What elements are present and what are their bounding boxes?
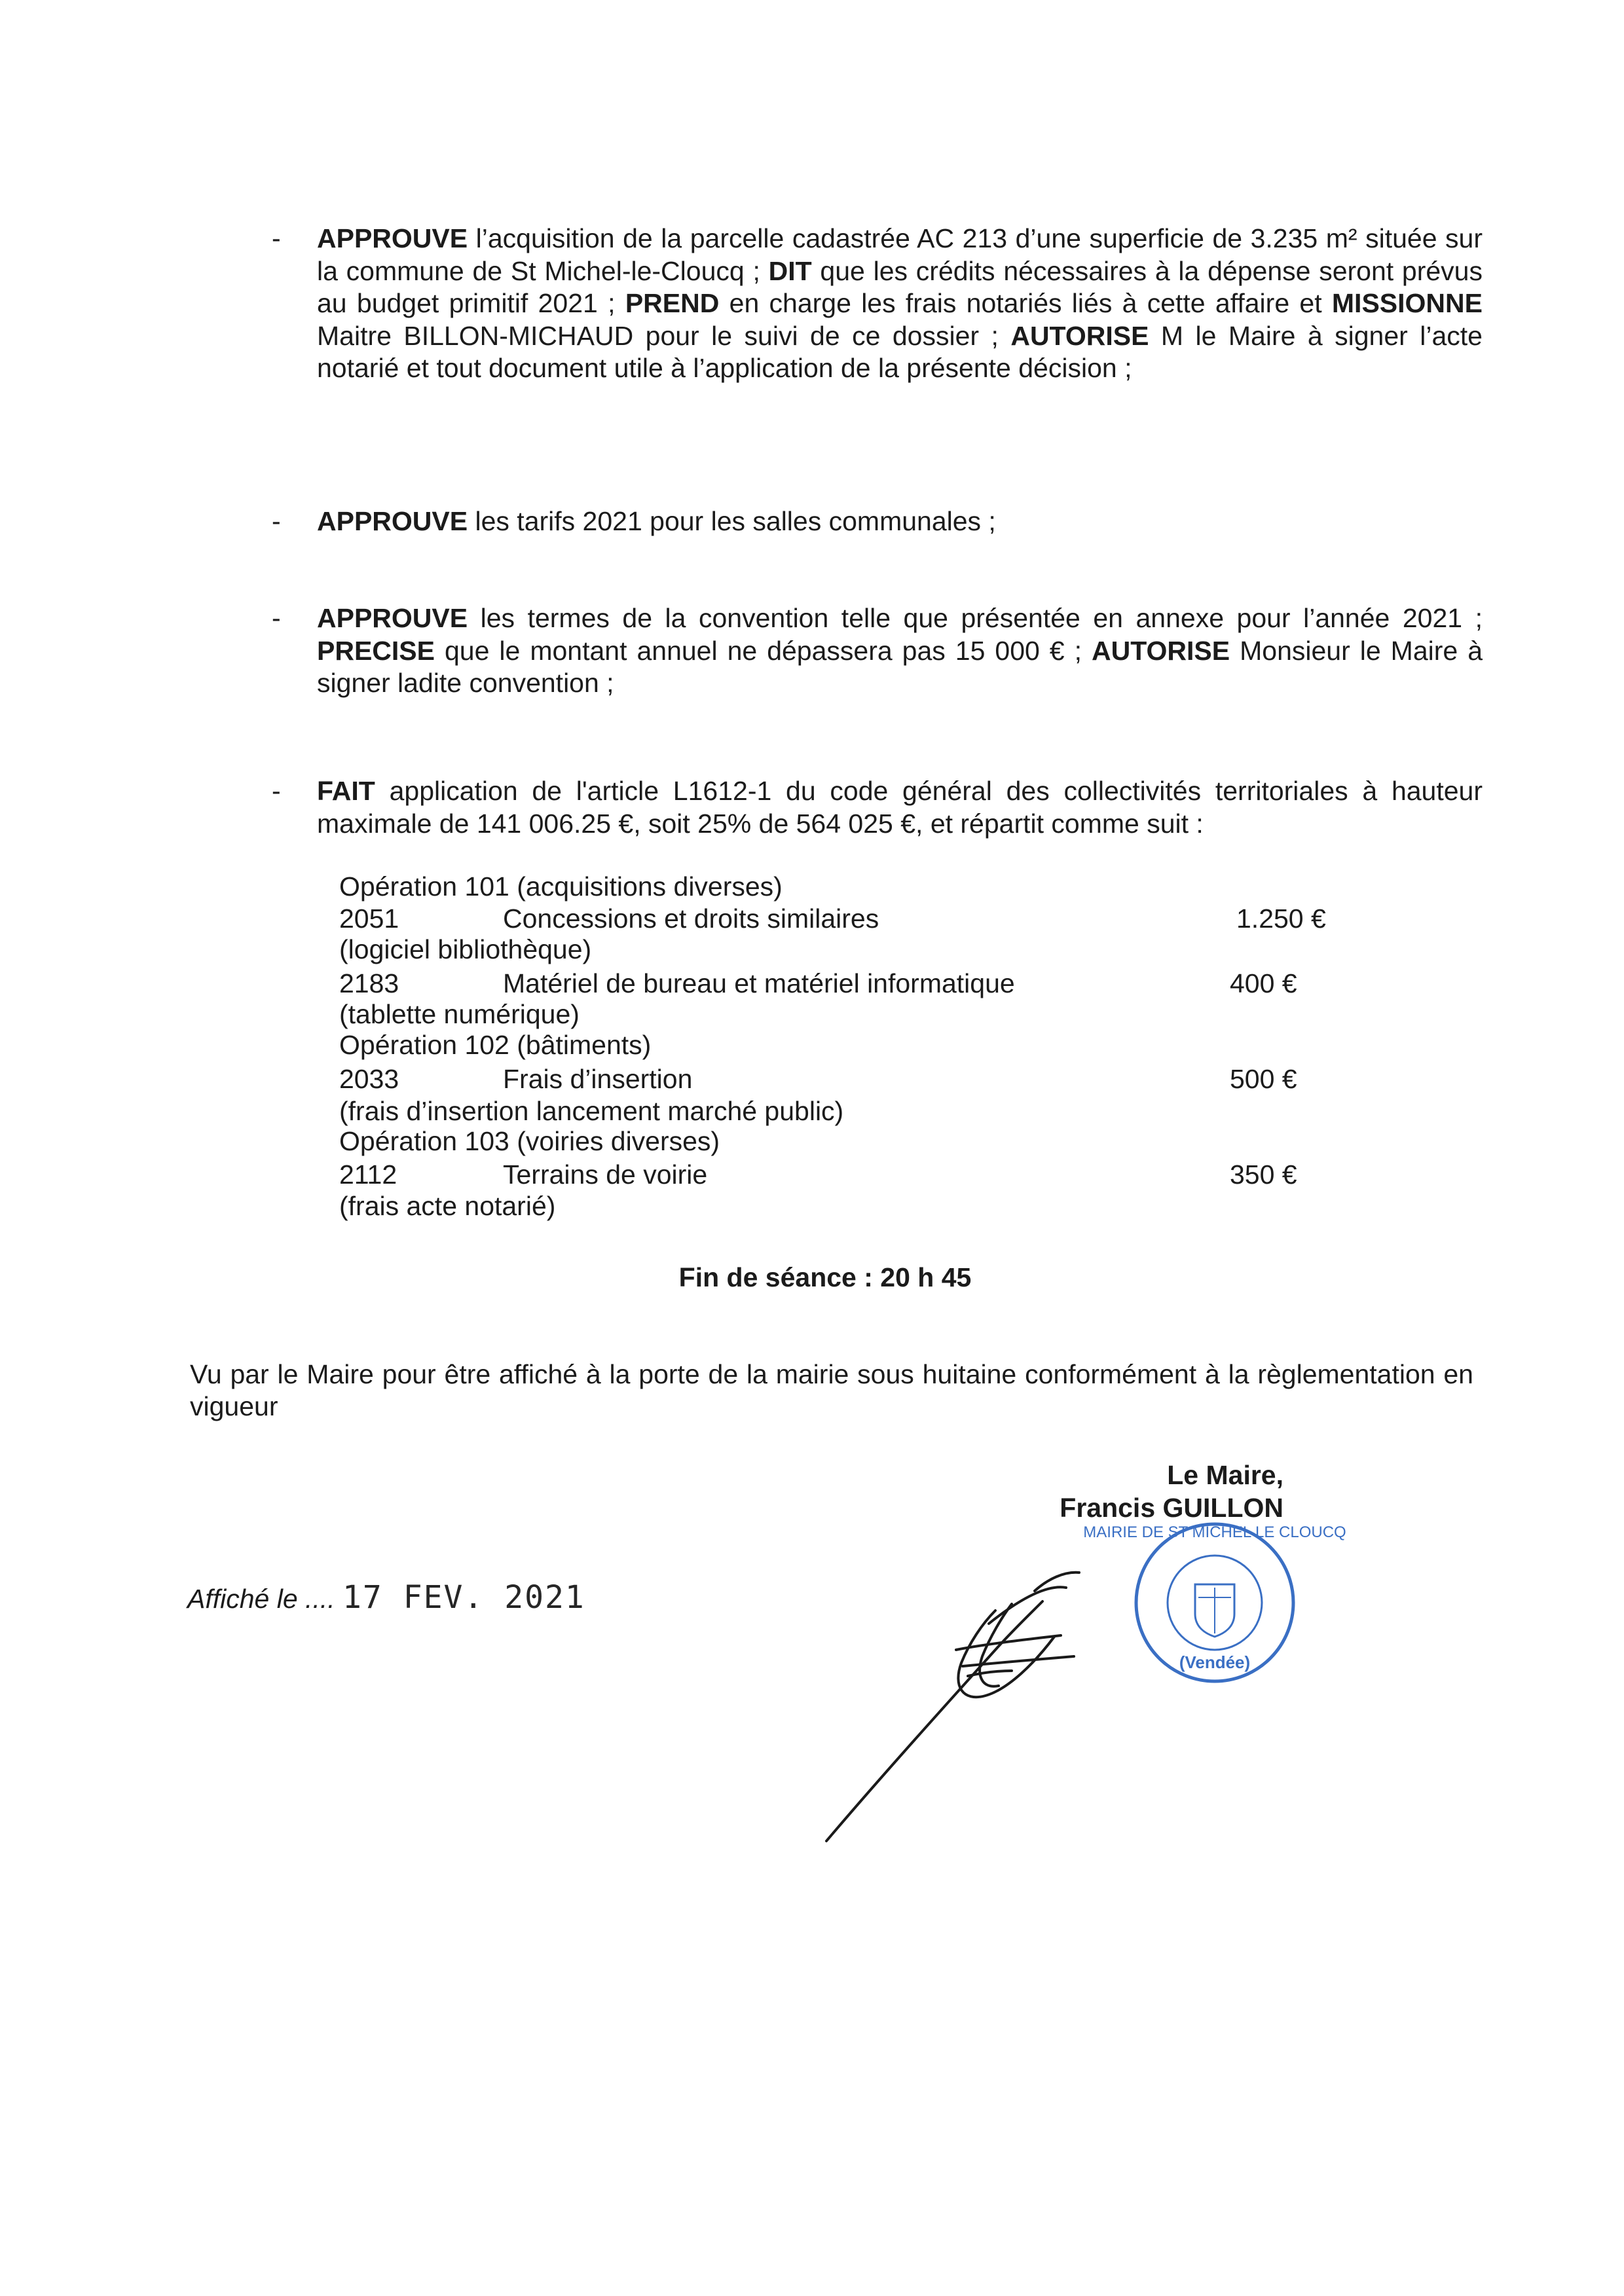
decision-keyword: APPROUVE <box>317 603 468 633</box>
decision-keyword: DIT <box>768 255 812 286</box>
decision-keyword: AUTORISE <box>1010 320 1149 351</box>
posted-date-stamp: 17 FEV. 2021 <box>342 1579 585 1616</box>
bullet-dash: - <box>272 506 281 536</box>
bullet-dash: - <box>272 223 281 253</box>
decision-keyword: PREND <box>625 288 720 318</box>
account-amount: 500 € <box>1230 1064 1297 1094</box>
account-amount: 350 € <box>1230 1159 1297 1190</box>
decision-text-segment: en charge les frais notariés liés à cette affaire et <box>719 288 1332 318</box>
account-amount: 400 € <box>1230 968 1297 998</box>
decision-text-segment: les tarifs 2021 pour les salles communales ; <box>468 506 996 536</box>
signature-name: Francis GUILLON <box>1060 1493 1283 1523</box>
decision-text-segment: M le Maire à signer l’acte notarié et tout document utile à l’application de la présente décision ; <box>317 320 1483 383</box>
account-amount: 1.250 € <box>1236 903 1326 934</box>
decision-text-segment: les termes de la convention telle que présentée en annexe pour l’année 2021 ; <box>468 603 1483 633</box>
decision-keyword: AUTORISE <box>1092 635 1230 666</box>
decision-text-segment: que le montant annuel ne dépassera pas 15 000 € ; <box>435 635 1092 666</box>
decision-keyword: APPROUVE <box>317 506 468 536</box>
account-label: Matériel de bureau et matériel informatique <box>503 968 1015 998</box>
decision-text-segment: Maitre BILLON-MICHAUD pour le suivi de ce dossier ; <box>317 320 1011 351</box>
account-code: 2112 <box>339 1159 397 1190</box>
decision-keyword: APPROUVE <box>317 223 468 253</box>
bullet-dash: - <box>272 603 281 633</box>
account-code: 2051 <box>339 903 399 934</box>
posting-notice-text: Vu par le Maire pour être affiché à la porte de la mairie sous huitaine conformément à la règlementation en vigueur <box>190 1359 1473 1421</box>
operation-103: Opération 103 (voiries diverses) <box>339 1126 720 1156</box>
account-note: (tablette numérique) <box>339 999 580 1029</box>
decision-text-segment: Monsieur le Maire à signer ladite convention ; <box>317 635 1483 698</box>
handwritten-signature <box>826 1573 1079 1841</box>
seal-region: (Vendée) <box>1179 1652 1251 1672</box>
mairie-seal-icon <box>1083 1523 1346 1681</box>
operation-101: Opération 101 (acquisitions diverses) <box>339 871 783 902</box>
posted-dots: .... <box>297 1584 335 1614</box>
account-note: (frais d’insertion lancement marché public) <box>339 1096 844 1126</box>
decision-keyword: PRECISE <box>317 635 435 666</box>
decision-keyword: MISSIONNE <box>1331 288 1483 318</box>
posted-label: Affiché le <box>187 1584 298 1614</box>
account-code: 2033 <box>339 1064 399 1094</box>
account-label: Concessions et droits similaires <box>503 903 879 934</box>
operation-102: Opération 102 (bâtiments) <box>339 1030 652 1060</box>
account-label: Terrains de voirie <box>503 1159 708 1190</box>
decision-keyword: FAIT <box>317 776 375 806</box>
end-of-session: Fin de séance : 20 h 45 <box>678 1262 972 1292</box>
account-code: 2183 <box>339 968 399 998</box>
decision-text-segment: l’acquisition de la parcelle cadastrée AC 213 d’une superficie de 3.235 m² située sur la commune de St Michel-le-Cloucq ; <box>317 223 1483 286</box>
seal-text: MAIRIE DE ST MICHEL LE CLOUCQ <box>1083 1523 1346 1541</box>
signature-title: Le Maire, <box>1167 1460 1283 1490</box>
account-label: Frais d’insertion <box>503 1064 693 1094</box>
decision-text-segment: application de l'article L1612-1 du code général des collectivités territoriales à hauteur maximale de 141 006.25 €, soit 25% de 564 025 €, et répartit comme suit : <box>317 776 1483 839</box>
decision-text-segment: que les crédits nécessaires à la dépense seront prévus au budget primitif 2021 ; <box>317 255 1483 318</box>
account-note: (frais acte notarié) <box>339 1191 556 1221</box>
account-note: (logiciel bibliothèque) <box>339 934 592 964</box>
bullet-dash: - <box>272 776 281 806</box>
